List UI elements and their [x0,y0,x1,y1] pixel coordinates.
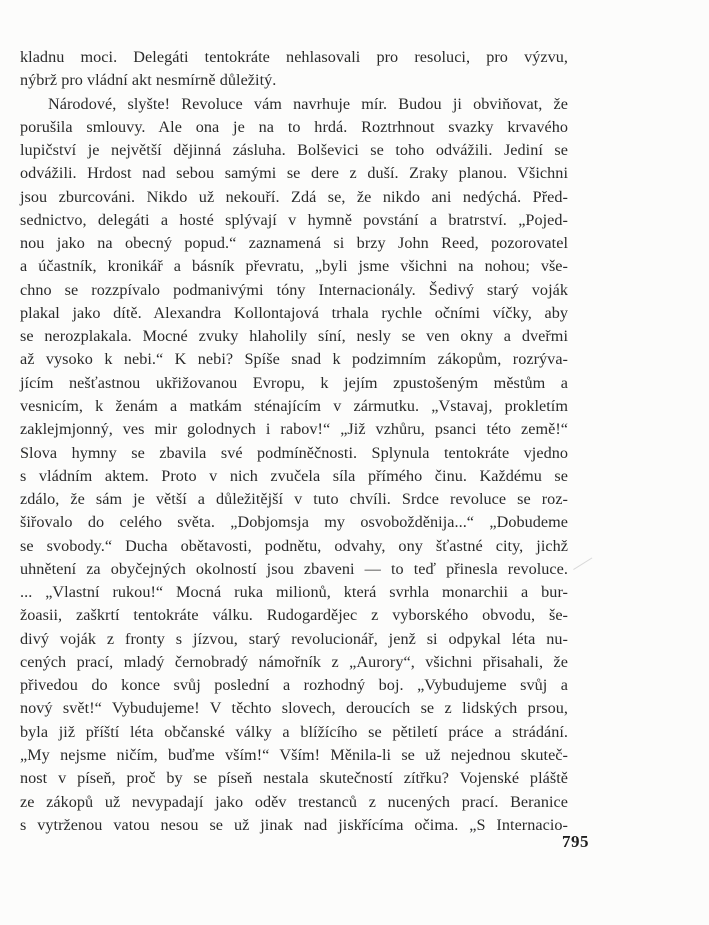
text-line: byla již příští léta občanské války a blížícího se pětiletí práce a strádání. [20,722,568,741]
text-line: s vytrženou vatou nesou se už jinak nad jiskřícíma očima. „S Internacio- [20,815,568,834]
text-line: šiřovalo do celého světa. „Dobjomsja my osvobožděnija...“ „Dobudeme [20,513,568,532]
text-line: a účastník, kronikář a básník převratu, „byli jsme všichni na nohou; vše- [20,257,568,276]
text-line: plakal jako dítě. Alexandra Kollontajová trhala rychle očními víčky, aby [20,303,568,322]
text-line: nou jako na obecný popud.“ zaznamená si brzy John Reed, pozorovatel [20,234,568,253]
text-line: Národové, slyšte! Revoluce vám navrhuje mír. Budou ji obviňovat, že [48,94,568,113]
text-line: zaklejmjonný, ves mir golodnych i rabov!“ „Již vzhůru, psanci této země!“ [20,420,568,439]
text-line: divý voják z fronty s jízvou, starý revolucionář, jenž si odpykal léta nu- [20,629,568,648]
text-line: přivedou do konce svůj poslední a rozhodný boj. „Vybudujeme svůj a [20,676,568,695]
text-line: jícím nešťastnou ukřižovanou Evropu, k jejím zpustošeným městům a [20,373,568,392]
text-line: chno se rozzpívalo podmanivými tóny Internacionály. Šedivý starý voják [20,280,568,299]
text-line: zdálo, že sám je větší a důležitější v tuto chvíli. Srdce revoluce se roz- [20,490,568,509]
text-line: porušila smlouvy. Ale ona je na to hrdá. Roztrhnout svazky krvavého [20,117,568,136]
text-line: sednictvo, delegáti a hosté splývají v hymně povstání a bratrství. „Pojed- [20,210,568,229]
page-number: 795 [562,832,589,851]
text-line: Slova hymny se zbavila své podmíněčnosti. Splynula tentokráte vjedno [20,443,568,462]
text-line: s vládním aktem. Proto v nich zvučela síla přímého činu. Každému se [20,466,568,485]
text-line: ... „Vlastní rukou!“ Mocná ruka milionů, která svrhla monarchii a bur- [20,583,568,602]
text-line: až vysoko k nebi.“ K nebi? Spíše snad k podzimním zákopům, rozrýva- [20,350,568,369]
text-line: kladnu moci. Delegáti tentokráte nehlasovali pro resoluci, pro výzvu, [20,48,568,66]
text-line: žoasii, zaškrtí tentokráte válku. Rudogardějec z vyborského obvodu, še- [20,606,568,625]
text-line: „My nejsme ničím, buďme vším!“ Vším! Měnila-li se už nejednou skuteč- [20,745,568,764]
text-line: vesnicím, k ženám a matkám sténajícím v zármutku. „Vstavaj, prokletím [20,396,568,415]
body-text [20,46,568,837]
text-line: ze zákopů už nevypadají jako oděv trestanců z nucených prací. Beranice [20,792,568,811]
text-line: odvážili. Hrdost nad sebou samými se dere z duší. Zraky planou. Všichni [20,164,568,183]
text-line: nový svět!“ Vybudujeme! V těchto slovech, deroucích se z lidských prsou, [20,699,568,718]
text-line: nýbrž pro vládní akt nesmírně důležitý. [20,71,277,90]
pencil-mark [573,557,601,583]
text-line: se nerozplakala. Mocné zvuky hlaholily síní, nesly se ven okny a dveřmi [20,327,568,346]
text-line: nost v píseň, proč by se píseň nestala skutečností zítřku? Vojenské pláště [20,769,568,788]
text-line: cených prací, mladý černobradý námořník z „Aurory“, všichni přisahali, že [20,652,568,671]
text-line: se svobody.“ Ducha obětavosti, podnětu, odvahy, ony šťastné city, jichž [20,536,568,555]
text-line: jsou zburcováni. Nikdo už nekouří. Zdá se, že nikdo ani nedýchá. Před- [20,187,568,206]
text-line: uhnětení za obyčejných okolností jsou zbaveni — to teď přinesla revoluce. [20,559,568,578]
text-line: lupičství je největší dějinná zásluha. Bolševici se toho odvážili. Jediní se [20,141,568,160]
